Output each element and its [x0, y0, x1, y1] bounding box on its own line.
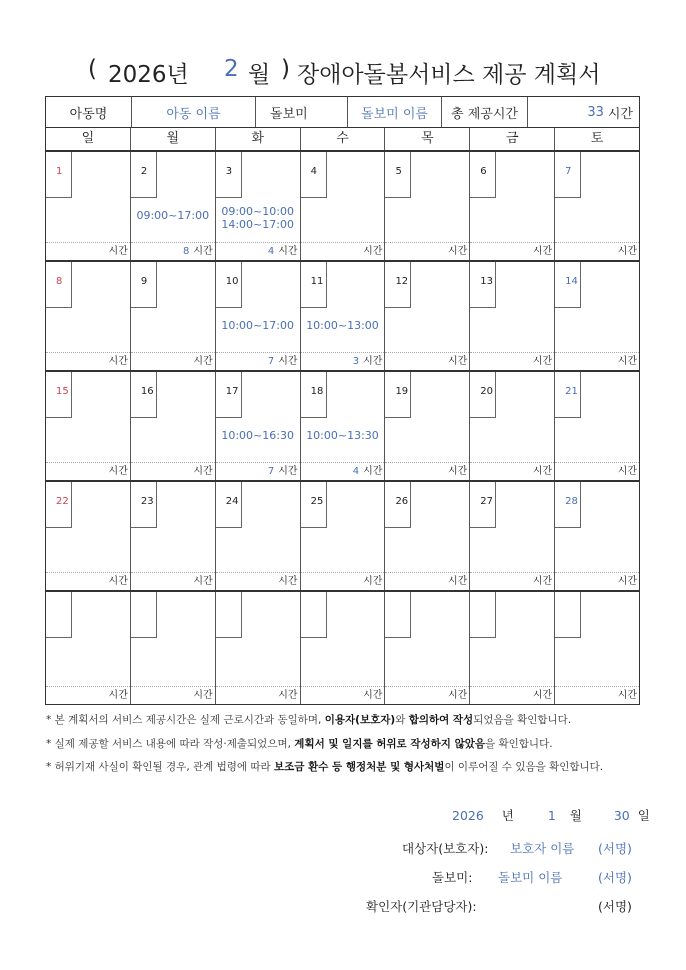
calendar-day-cell[interactable] [470, 152, 555, 260]
date-day: 30 [613, 808, 630, 823]
daily-hours [301, 572, 385, 590]
calendar-day-cell[interactable] [385, 592, 470, 704]
service-times [218, 205, 298, 231]
daily-hours-unit: 시간 [108, 246, 128, 257]
daily-hours-unit: 시간 [532, 356, 553, 367]
daily-hours-unit: 시간 [193, 576, 213, 587]
calendar-day-cell[interactable] [131, 152, 216, 260]
note-text: 되었음을 확인합니다. [473, 714, 572, 726]
note-text: * 본 계획서의 서비스 제공시간은 실제 근로시간과 동일하며, [46, 714, 325, 726]
calendar-day-cell[interactable] [385, 262, 470, 370]
day-number: 4 [301, 152, 327, 198]
weekday-header [46, 128, 639, 152]
calendar-day-cell[interactable] [216, 262, 301, 370]
calendar-day-cell[interactable] [470, 372, 555, 480]
calendar-day-cell[interactable] [301, 372, 386, 480]
daily-hours-unit: 시간 [363, 246, 383, 257]
confirmer-sign-mark[interactable]: (서명) [598, 899, 632, 914]
daily-hours-unit: 시간 [193, 356, 213, 367]
title-month: 2 [224, 56, 239, 82]
calendar-day-cell[interactable] [555, 262, 639, 370]
calendar-day-cell[interactable] [216, 592, 301, 704]
day-number: 20 [470, 372, 496, 418]
day-number: 16 [131, 372, 157, 418]
daily-hours-unit: 시간 [363, 466, 383, 477]
confirmation-notes [46, 712, 666, 783]
daily-hours-unit: 시간 [447, 466, 468, 477]
calendar-day-cell[interactable] [46, 372, 131, 480]
daily-hours [555, 572, 639, 590]
daily-hours [46, 462, 130, 480]
note-text: 을 확인합니다. [485, 737, 553, 750]
calendar-day-cell[interactable] [216, 152, 301, 260]
child-label: 아동명 [46, 97, 132, 127]
day-number: 21 [555, 372, 581, 418]
day-number: 26 [385, 482, 411, 528]
calendar-day-cell[interactable] [46, 592, 131, 704]
daily-hours [385, 462, 469, 480]
daily-hours-unit: 시간 [447, 246, 468, 257]
calendar-day-cell[interactable] [301, 482, 386, 590]
day-number: 8 [46, 262, 72, 308]
weekday-sat: 토 [590, 131, 604, 146]
daily-hours [46, 572, 130, 590]
calendar-day-cell[interactable] [385, 372, 470, 480]
calendar-day-cell[interactable] [131, 372, 216, 480]
calendar-day-cell[interactable] [470, 592, 555, 704]
day-number: 1 [46, 152, 72, 198]
daily-hours-unit: 시간 [193, 246, 213, 257]
calendar-week [46, 152, 639, 262]
calendar-day-cell[interactable] [470, 482, 555, 590]
calendar-day-cell[interactable] [46, 262, 131, 370]
day-number: 18 [301, 372, 327, 418]
calendar-day-cell[interactable] [216, 482, 301, 590]
daily-hours-unit: 시간 [532, 246, 553, 257]
daily-hours-unit: 시간 [363, 576, 383, 587]
guardian-name-field[interactable]: 보호자 이름 [510, 841, 575, 856]
day-number: 25 [301, 482, 327, 528]
calendar-day-cell[interactable] [301, 592, 386, 704]
daily-hours [216, 572, 300, 590]
calendar-week [46, 592, 639, 704]
daily-hours [131, 242, 215, 260]
daily-hours-unit: 시간 [617, 246, 638, 257]
daily-hours [555, 242, 639, 260]
day-number: 11 [301, 262, 327, 308]
day-number: 17 [216, 372, 242, 418]
service-time-range: 10:00~17:00 [221, 319, 294, 332]
daily-hours [46, 242, 130, 260]
daily-hours [301, 686, 385, 704]
day-number: 12 [385, 262, 411, 308]
note-emphasis: 보조금 환수 등 행정처분 및 형사처벌 [274, 761, 445, 773]
calendar-day-cell[interactable] [555, 482, 639, 590]
day-number: 24 [216, 482, 242, 528]
daily-hours [555, 462, 639, 480]
daily-hours-unit: 시간 [108, 356, 128, 367]
day-number [131, 592, 157, 638]
total-hours-label: 총 제공시간 [442, 97, 528, 127]
daily-hours [385, 572, 469, 590]
daily-hours [470, 352, 554, 370]
daily-hours-unit: 시간 [532, 576, 553, 587]
service-time-range: 09:00~17:00 [136, 209, 210, 222]
daily-hours-unit: 시간 [532, 466, 553, 477]
calendar-table [45, 128, 640, 705]
day-number: 9 [131, 262, 157, 308]
note-text: * 허위기재 사실이 확인될 경우, 관계 법령에 따라 [46, 761, 275, 773]
total-hours-value: 33 [587, 104, 604, 120]
date-month: 1 [547, 808, 556, 823]
service-time-range: 10:00~16:30 [221, 429, 294, 442]
child-name-field[interactable]: 아동 이름 [132, 97, 256, 127]
daily-hours-unit: 시간 [278, 356, 298, 367]
daily-hours [131, 686, 215, 704]
daily-hours [470, 686, 554, 704]
daily-hours [301, 352, 385, 370]
service-time-range: 09:00~10:00 [221, 205, 294, 218]
service-time-range: 10:00~13:00 [306, 319, 379, 332]
day-number: 14 [555, 262, 581, 308]
daily-hours-unit: 시간 [108, 466, 128, 477]
guardian-sign-mark[interactable]: (서명) [598, 841, 632, 856]
service-time-range: 14:00~17:00 [221, 218, 294, 231]
title-month-unit: 월 [248, 62, 271, 88]
daily-hours-value: 4 [267, 246, 275, 257]
day-number: 15 [46, 372, 72, 418]
daily-hours [46, 352, 130, 370]
daily-hours-unit: 시간 [447, 690, 468, 701]
total-hours-unit: 시간 [607, 106, 633, 122]
daily-hours-unit: 시간 [532, 690, 553, 701]
day-number [555, 592, 581, 638]
service-times [303, 429, 383, 442]
calendar-day-cell[interactable] [46, 152, 131, 260]
daily-hours-value: 8 [183, 246, 190, 257]
date-month-unit: 월 [569, 808, 582, 823]
weekday-sun: 일 [46, 128, 131, 150]
day-number [301, 592, 327, 638]
day-number: 6 [470, 152, 496, 198]
calendar-day-cell[interactable] [470, 262, 555, 370]
daily-hours-unit: 시간 [193, 466, 213, 477]
day-number: 3 [216, 152, 242, 198]
day-number: 10 [216, 262, 242, 308]
day-number: 22 [46, 482, 72, 528]
daily-hours [470, 462, 554, 480]
day-number [385, 592, 411, 638]
total-hours-field[interactable] [528, 97, 639, 127]
daily-hours [555, 352, 639, 370]
daily-hours [385, 352, 469, 370]
daily-hours-unit: 시간 [278, 246, 298, 257]
day-number: 19 [385, 372, 411, 418]
note-text: * 실제 제공할 서비스 내용에 따라 작성·제출되었으며, [46, 737, 295, 750]
caregiver-sign-name-field[interactable]: 돌보미 이름 [498, 870, 563, 885]
daily-hours [216, 686, 300, 704]
service-times [218, 429, 298, 442]
daily-hours-value: 7 [267, 466, 275, 477]
date-year-unit: 년 [501, 808, 514, 823]
weekday-fri: 금 [470, 128, 555, 150]
document-title [0, 56, 686, 92]
note-line [46, 759, 666, 774]
daily-hours [555, 686, 639, 704]
weekday-thu: 목 [385, 128, 470, 150]
day-number: 7 [555, 152, 581, 198]
day-number: 13 [470, 262, 496, 308]
weekday-tue: 화 [216, 128, 301, 150]
calendar-day-cell[interactable] [131, 482, 216, 590]
daily-hours [385, 686, 469, 704]
daily-hours-unit: 시간 [108, 690, 128, 701]
date-day-unit: 일 [637, 808, 650, 823]
note-text: 와 [395, 714, 409, 726]
daily-hours [470, 572, 554, 590]
caregiver-sign-mark[interactable]: (서명) [598, 870, 632, 885]
calendar-day-cell[interactable] [131, 262, 216, 370]
day-number [470, 592, 496, 638]
daily-hours [385, 242, 469, 260]
title-year: 2026년 [108, 62, 189, 88]
day-number: 27 [470, 482, 496, 528]
daily-hours [131, 352, 215, 370]
info-bar [45, 96, 640, 128]
service-time-range: 10:00~13:30 [306, 429, 379, 442]
daily-hours-unit: 시간 [278, 576, 298, 587]
calendar-day-cell[interactable] [301, 152, 386, 260]
daily-hours-unit: 시간 [363, 690, 383, 701]
daily-hours [46, 686, 130, 704]
caregiver-label: 돌보미 [256, 97, 348, 127]
calendar-day-cell[interactable] [555, 372, 639, 480]
daily-hours [470, 242, 554, 260]
day-number [216, 592, 242, 638]
date-year: 2026 [452, 808, 484, 823]
daily-hours-unit: 시간 [617, 356, 638, 367]
note-line [46, 736, 666, 751]
calendar-day-cell[interactable] [385, 152, 470, 260]
daily-hours-unit: 시간 [617, 466, 638, 477]
day-number: 23 [131, 482, 157, 528]
daily-hours-unit: 시간 [363, 356, 383, 367]
daily-hours [216, 462, 300, 480]
daily-hours-unit: 시간 [108, 576, 128, 587]
daily-hours-unit: 시간 [278, 466, 298, 477]
calendar-week [46, 262, 639, 372]
calendar-day-cell[interactable] [46, 482, 131, 590]
calendar-day-cell[interactable] [131, 592, 216, 704]
calendar-day-cell[interactable] [555, 592, 639, 704]
day-number: 2 [131, 152, 157, 198]
daily-hours-unit: 시간 [617, 576, 638, 587]
note-emphasis: 계획서 및 일지를 허위로 작성하지 않았음 [294, 737, 486, 750]
calendar-day-cell[interactable] [216, 372, 301, 480]
caregiver-sign-label: 돌보미: [432, 870, 473, 885]
daily-hours [301, 462, 385, 480]
title-close-paren: ) [281, 56, 290, 82]
daily-hours-value: 4 [352, 466, 360, 477]
calendar-day-cell[interactable] [385, 482, 470, 590]
daily-hours-value: 7 [267, 356, 275, 367]
weekday-wed: 수 [301, 128, 386, 150]
daily-hours [216, 352, 300, 370]
note-emphasis: 합의하여 작성 [408, 714, 474, 726]
daily-hours-unit: 시간 [447, 576, 468, 587]
calendar-day-cell[interactable] [301, 262, 386, 370]
calendar-week [46, 482, 639, 592]
note-text: 이 이루어질 수 있음을 확인합니다. [444, 761, 604, 773]
day-number: 5 [385, 152, 411, 198]
daily-hours [131, 462, 215, 480]
confirmer-label: 확인자(기관담당자): [366, 899, 477, 914]
note-line [46, 712, 666, 727]
calendar-week [46, 372, 639, 482]
calendar-day-cell[interactable] [555, 152, 639, 260]
service-times [218, 319, 298, 332]
title-open-paren: ( [88, 56, 97, 82]
daily-hours-unit: 시간 [447, 356, 468, 367]
weekday-mon: 월 [131, 128, 216, 150]
title-text: 장애아돌봄서비스 제공 계획서 [297, 62, 601, 88]
daily-hours [216, 242, 300, 260]
note-emphasis: 이용자(보호자) [324, 714, 396, 726]
daily-hours-value: 3 [352, 356, 360, 367]
daily-hours-unit: 시간 [278, 690, 298, 701]
daily-hours [131, 572, 215, 590]
caregiver-name-field[interactable]: 돌보미 이름 [348, 97, 442, 127]
daily-hours-unit: 시간 [617, 690, 638, 701]
daily-hours [301, 242, 385, 260]
daily-hours-unit: 시간 [193, 690, 213, 701]
guardian-label: 대상자(보호자): [402, 841, 489, 856]
date-line [452, 806, 650, 824]
day-number: 28 [555, 482, 581, 528]
day-number [46, 592, 72, 638]
service-times [303, 319, 383, 332]
service-times [133, 209, 213, 222]
